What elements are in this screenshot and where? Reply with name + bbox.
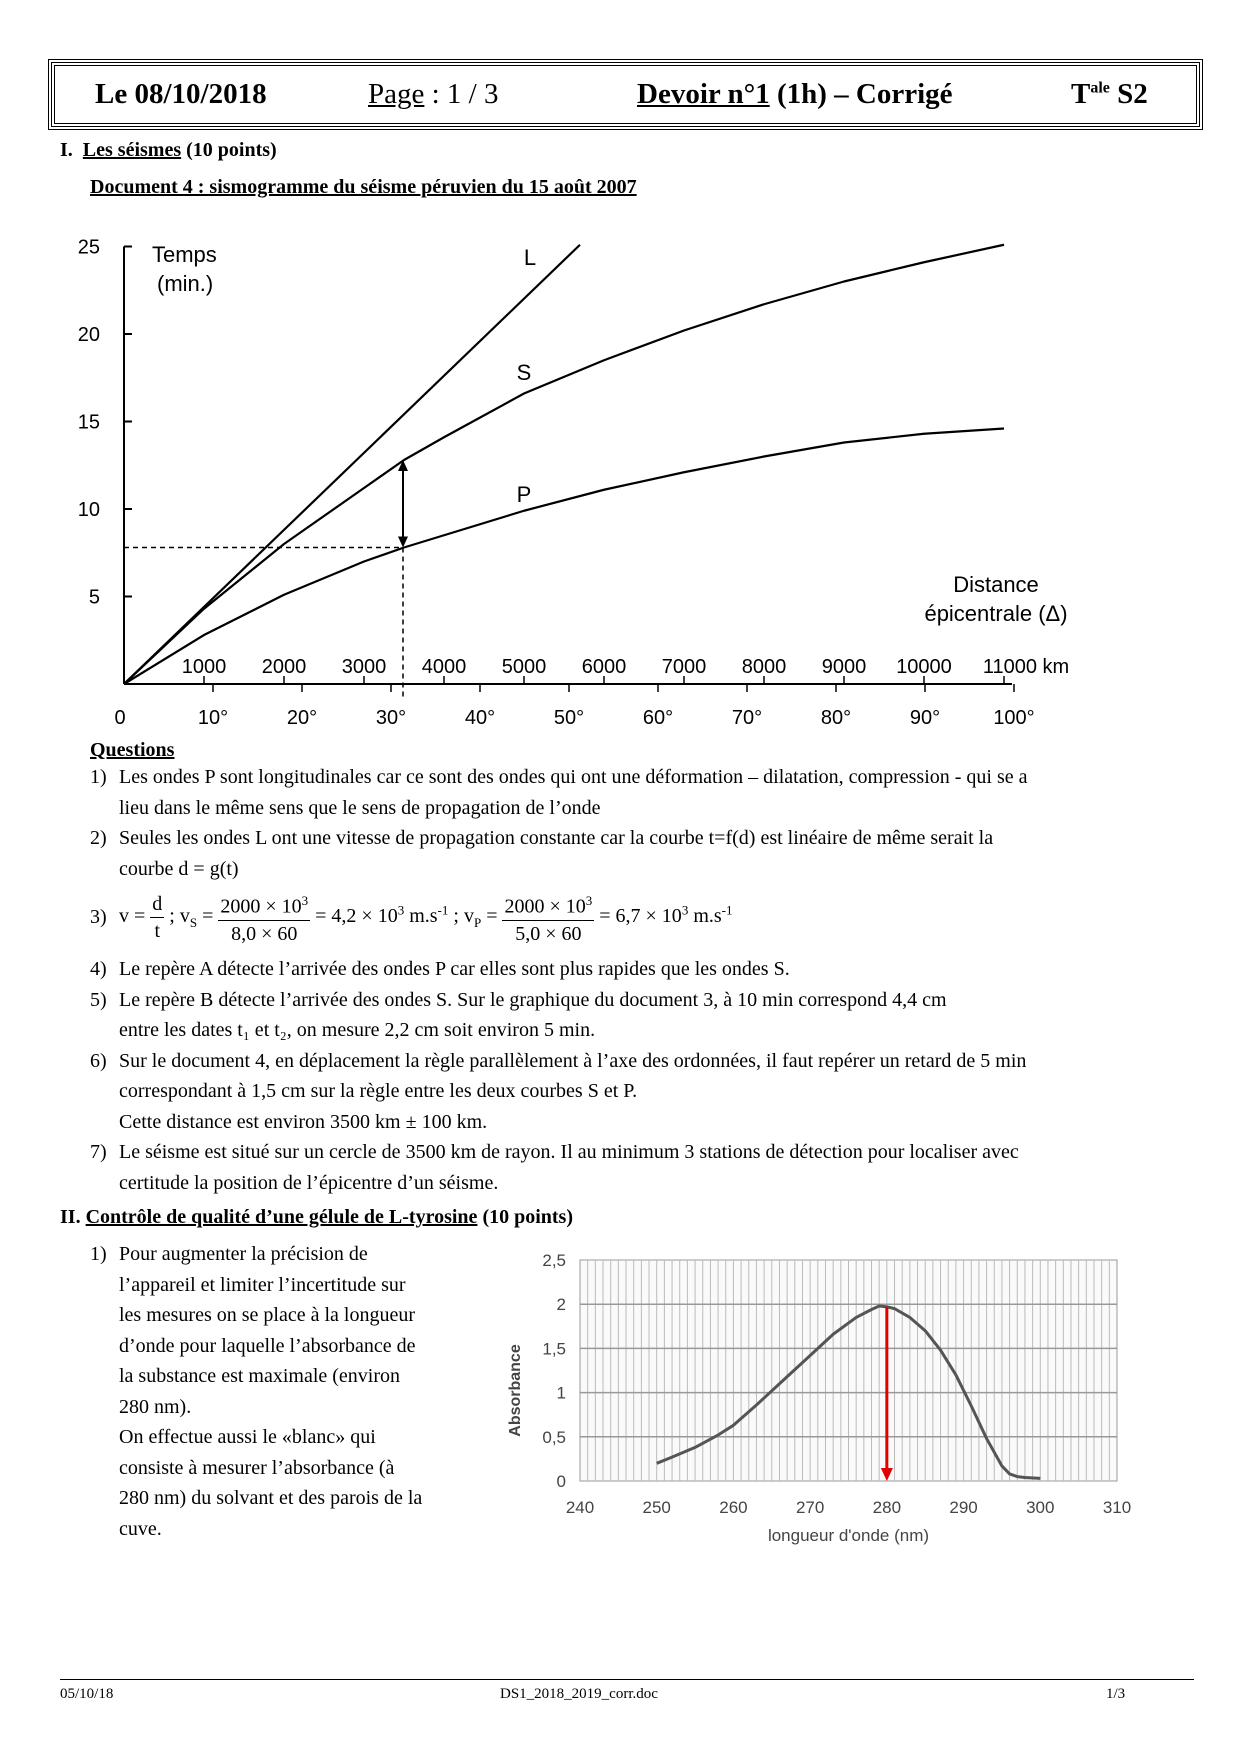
- degree-tick-label: 90°: [909, 707, 941, 729]
- x-axis-title: longueur d'onde (nm): [767, 1526, 930, 1545]
- y-tick-label: 15: [77, 411, 100, 434]
- formula-part: 2000 × 10: [220, 895, 302, 918]
- label-S: S: [516, 360, 532, 385]
- header-page-label: Page: [368, 78, 425, 110]
- degree-tick-label: 10°: [197, 707, 229, 729]
- y-tick-label: 10: [77, 499, 100, 521]
- y-tick-label: 2: [556, 1295, 566, 1315]
- formula-part: =: [197, 904, 214, 927]
- seismogram-chart: [0, 220, 1240, 740]
- y-tick-label: 1: [556, 1383, 566, 1403]
- formula-part: 8,0 × 60: [231, 922, 298, 945]
- formula-part: [218, 888, 310, 947]
- header-page: [368, 78, 499, 111]
- y-tick-label: 0,5: [542, 1427, 566, 1447]
- question-line: Le repère B détecte l’arrivée des ondes S. Sur le graphique du document 3, à 10 min correspond 4,4 cm: [119, 988, 947, 1011]
- y-tick-label: 2,5: [542, 1251, 566, 1270]
- formula-part: [150, 891, 164, 944]
- header-title-rest: (1h) – Corrigé: [769, 78, 953, 110]
- question-line: entre les dates t₁ et t₂, on mesure 2,2 cm soit environ 5 min.: [119, 1019, 596, 1041]
- answer-line: Pour augmenter la précision de: [119, 1243, 368, 1265]
- curve-L: [124, 245, 580, 684]
- answer-line: cuve.: [119, 1517, 162, 1540]
- formula-part: 3: [301, 893, 309, 908]
- label-P: P: [516, 482, 532, 507]
- x-tick-label: 250: [642, 1498, 671, 1517]
- formula-part: -1: [721, 902, 733, 918]
- degree-tick-label: 100°: [993, 707, 1035, 729]
- section1-number: I.: [60, 139, 73, 161]
- y-axis-title-line2: (min.): [157, 271, 214, 296]
- footer-divider: [60, 1679, 1194, 1680]
- header-class-rest: S2: [1109, 78, 1148, 110]
- question-line: Le séisme est situé sur un cercle de 3500 km de rayon. Il au minimum 3 stations de détection pour localiser avec: [119, 1141, 1019, 1163]
- formula-part: =: [481, 904, 498, 927]
- questions-title: [90, 735, 174, 766]
- section2-heading: [60, 1202, 573, 1233]
- formula-part: 3: [397, 902, 405, 918]
- km-tick-label: 5000: [501, 656, 547, 678]
- answer-line: On effectue aussi le «blanc» qui: [119, 1426, 376, 1448]
- x-tick-label: 300: [1026, 1498, 1055, 1517]
- degree-tick-label: 60°: [642, 707, 674, 729]
- question-line: Seules les ondes L ont une vitesse de propagation constante car la courbe t=f(d) est linéaire de même serait la: [119, 827, 994, 849]
- s2-q1-number: 1): [90, 1243, 107, 1265]
- footer-date: 05/10/18: [60, 1686, 114, 1702]
- formula-part: d: [150, 891, 164, 918]
- question-number: 2): [90, 827, 107, 849]
- header-title: [637, 78, 953, 111]
- formula-part: = 6,7 × 10: [599, 904, 682, 927]
- label-L: L: [523, 245, 537, 270]
- answer-line: 280 nm) du solvant et des parois de la: [119, 1487, 423, 1509]
- question-line: correspondant à 1,5 cm sur la règle entre les deux courbes S et P.: [119, 1080, 638, 1102]
- answer-line: la substance est maximale (environ: [119, 1365, 401, 1387]
- answer-line: 280 nm).: [119, 1395, 192, 1418]
- km-tick-label: 10000: [896, 656, 952, 678]
- question-number: 1): [90, 766, 107, 788]
- question-line: Le repère A détecte l’arrivée des ondes P car elles sont plus rapides que les ondes S.: [119, 958, 790, 980]
- formula-part: = 4,2 × 10: [315, 904, 398, 927]
- question-line: Les ondes P sont longitudinales car ce sont des ondes qui ont une déformation – dilatation, compression - qui se a: [119, 766, 1028, 788]
- header-box: [51, 62, 1200, 127]
- velocity-formula: [119, 888, 733, 947]
- arrow-head-up-icon: [398, 460, 408, 471]
- formula-part: [502, 888, 594, 921]
- header-class: [1071, 78, 1148, 111]
- footer-filename: DS1_2018_2019_corr.doc: [500, 1686, 658, 1702]
- header-class-t: T: [1071, 78, 1091, 110]
- x-tick-label: 240: [565, 1498, 595, 1517]
- km-tick-label: 7000: [661, 656, 707, 678]
- degree-tick-label: 0: [114, 707, 126, 729]
- question-line: Sur le document 4, en déplacement la règle parallèlement à l’axe des ordonnées, il faut repérer un retard de 5 min: [119, 1049, 1027, 1072]
- y-tick-label: 5: [88, 586, 100, 609]
- formula-part: m.s: [688, 904, 722, 927]
- formula-part: 3: [585, 893, 593, 908]
- question-number: 7): [90, 1141, 107, 1163]
- km-tick-label: 4000: [421, 656, 467, 678]
- y-tick-label: 20: [77, 324, 100, 346]
- x-axis-title-line1: Distance: [953, 572, 1039, 597]
- y-tick-label: 0: [556, 1472, 566, 1491]
- question-line: lieu dans le même sens que le sens de propagation de l’onde: [119, 796, 601, 819]
- absorbance-chart: [500, 1230, 1180, 1560]
- formula-part: P: [473, 914, 482, 930]
- x-axis-title-line2: épicentrale (Δ): [924, 601, 1068, 626]
- degree-tick-label: 30°: [375, 707, 407, 729]
- x-tick-label: 270: [795, 1498, 825, 1517]
- question-line: courbe d = g(t): [119, 857, 239, 880]
- answer-line: l’appareil et limiter l’incertitude sur: [119, 1273, 406, 1296]
- question-number: 4): [90, 958, 107, 980]
- section1-points: (10 points): [181, 139, 277, 161]
- answer-line: consiste à mesurer l’absorbance (à: [119, 1456, 395, 1479]
- x-tick-label: 290: [949, 1498, 978, 1517]
- question-number: 6): [90, 1049, 107, 1072]
- formula-part: 5,0 × 60: [515, 922, 582, 945]
- section1-title: Les séismes: [82, 139, 182, 161]
- header-class-sup: ale: [1090, 79, 1110, 97]
- answer-line: les mesures on se place à la longueur: [119, 1304, 416, 1326]
- section2-points: (10 points): [477, 1206, 574, 1228]
- header-page-value: : 1 / 3: [424, 78, 499, 110]
- formula-part: v =: [119, 904, 146, 927]
- formula-part: ; v: [448, 904, 474, 927]
- question-number: 5): [90, 988, 107, 1011]
- section2-title: Contrôle de qualité d’une gélule de L-tyrosine: [85, 1206, 478, 1228]
- y-axis-title: Absorbance: [507, 1344, 524, 1437]
- x-tick-label: 260: [719, 1498, 748, 1517]
- question-line: certitude la position de l’épicentre d’un séisme.: [119, 1171, 499, 1194]
- formula-part: ; v: [169, 904, 190, 927]
- x-tick-label: 310: [1102, 1498, 1132, 1517]
- km-tick-label: 2000: [261, 656, 307, 678]
- header-date: Le 08/10/2018: [95, 78, 267, 110]
- questions-title-text: Questions: [90, 739, 175, 761]
- km-tick-label: 1000: [181, 656, 227, 678]
- question-number: 3): [90, 906, 107, 928]
- document4-title-text: Document 4 : sismogramme du séisme péruvien du 15 août 2007: [90, 176, 637, 198]
- question-line: Cette distance est environ 3500 km ± 100 km.: [119, 1110, 488, 1133]
- formula-part: -1: [437, 902, 449, 918]
- x-tick-label: 280: [872, 1498, 902, 1517]
- km-tick-label: 3000: [341, 656, 387, 678]
- header-title-main: Devoir n°1: [637, 78, 770, 110]
- formula-part: 3: [681, 902, 689, 918]
- y-tick-label: 1,5: [542, 1339, 566, 1359]
- degree-tick-label: 50°: [553, 707, 585, 729]
- section2-number: II.: [60, 1206, 81, 1228]
- y-tick-label: 25: [77, 236, 100, 259]
- formula-part: 2000 × 10: [504, 895, 586, 918]
- degree-tick-label: 20°: [286, 707, 318, 729]
- degree-tick-label: 40°: [464, 707, 496, 729]
- formula-part: [218, 888, 310, 921]
- document4-title: [90, 172, 637, 203]
- km-tick-label: 11000 km: [982, 656, 1070, 678]
- km-tick-label: 6000: [581, 656, 627, 678]
- answer-line: d’onde pour laquelle l’absorbance de: [119, 1334, 416, 1357]
- formula-part: m.s: [404, 904, 438, 927]
- section1-heading: [60, 135, 277, 166]
- km-tick-label: 8000: [741, 656, 787, 678]
- y-axis-title-line1: Temps: [152, 242, 217, 267]
- formula-part: S: [189, 914, 198, 930]
- formula-part: [502, 888, 594, 947]
- km-tick-label: 9000: [821, 656, 867, 678]
- degree-tick-label: 80°: [820, 707, 852, 729]
- footer-page: 1/3: [1106, 1686, 1126, 1702]
- degree-tick-label: 70°: [731, 707, 763, 729]
- curve-S: [124, 245, 1004, 684]
- formula-part: t: [154, 919, 161, 942]
